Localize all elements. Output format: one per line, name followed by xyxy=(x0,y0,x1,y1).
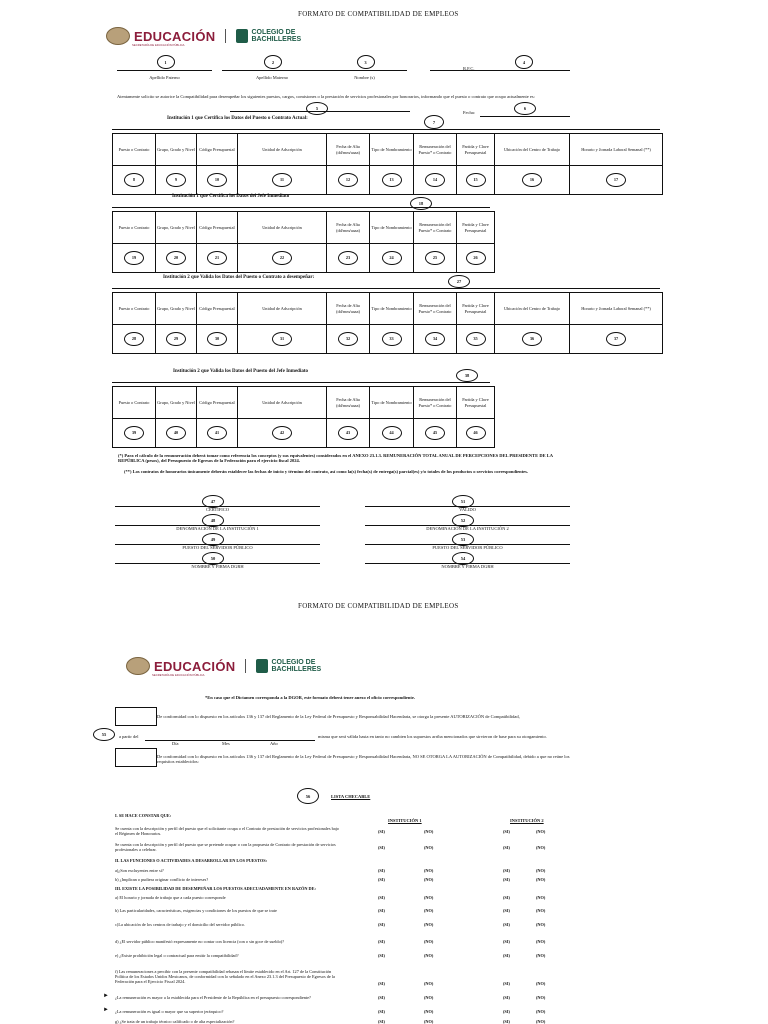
column-header: Unidad de Adscripción xyxy=(238,134,327,166)
table-cell[interactable] xyxy=(113,166,156,195)
column-header: Grupo, Grado y Nivel xyxy=(156,293,197,325)
table-cell[interactable] xyxy=(414,244,457,273)
table-cell[interactable] xyxy=(327,166,370,195)
validity-text: misma que será válida hasta en tanto no cambien los supuestos arriba mencionados que sirvieron de base para su otorgamiento. xyxy=(318,734,547,739)
column-header: Fecha de Alta (dd/mm/aaaa) xyxy=(327,212,370,244)
table-cell[interactable] xyxy=(197,244,238,273)
field-number-marker: 2 xyxy=(264,55,282,69)
yes-option[interactable]: (SI) xyxy=(378,868,385,873)
field-number-marker: 13 xyxy=(382,173,402,187)
column-header: Código Presupuestal xyxy=(197,293,238,325)
underline xyxy=(322,70,407,71)
yes-option[interactable]: (SI) xyxy=(503,829,510,834)
checklist-item: ¿La remuneración es igual o mayor que su superior jerárquico? xyxy=(115,1009,224,1014)
inst1-column-header: INSTITUCIÓN 1 xyxy=(388,818,422,823)
field-number-marker: 18 xyxy=(410,197,432,210)
field-number-marker: 49 xyxy=(202,533,224,546)
column-header: Tipo de Nombramiento xyxy=(370,387,414,419)
coat-of-arms-icon xyxy=(106,27,130,45)
table-cell[interactable] xyxy=(570,166,663,195)
header-row xyxy=(113,387,495,419)
table-cell[interactable] xyxy=(197,325,238,354)
table-cell[interactable] xyxy=(156,419,197,448)
checklist-item: ¿La remuneración es mayor a la establecida para el Presidente de la República en el presupuesto correspondiente? xyxy=(115,995,311,1000)
cb-line-1: COLEGIO DE xyxy=(271,659,316,666)
no-option[interactable]: (NO) xyxy=(536,939,546,944)
header-row xyxy=(113,212,495,244)
field-number-marker: 35 xyxy=(466,332,486,346)
no-option[interactable]: (NO) xyxy=(536,868,546,873)
underline xyxy=(222,70,322,71)
honorarios-note: (**) Los contratos de honorarios únicamente deberán establecer las fechas de inicio y término del contrato, así como la(s) fecha(s) de entrega(s) parcial(es) y/o totales de los productos o servicios correspondientes. xyxy=(124,469,529,474)
checklist-item: c)La ubicación de los centros de trabajo y el domicilio del servidor público. xyxy=(115,922,245,927)
field-number-marker: 27 xyxy=(448,275,470,288)
no-option[interactable]: (NO) xyxy=(424,868,434,873)
signature-label-right: PUESTO DEL SERVIDOR PÚBLICO xyxy=(432,545,503,550)
yes-option[interactable]: (SI) xyxy=(503,1019,510,1024)
field-number-marker: 7 xyxy=(424,115,444,129)
table-cell[interactable] xyxy=(197,419,238,448)
column-header: Tipo de Nombramiento xyxy=(370,212,414,244)
day-label: Día xyxy=(172,741,179,746)
number-row xyxy=(113,244,495,273)
table-cell[interactable] xyxy=(327,325,370,354)
field-number-marker: 45 xyxy=(425,426,445,440)
field-number-marker: 9 xyxy=(166,173,186,187)
checklist-item: g) ¿Se trata de un trabajo técnico calificado o de alta especialización? xyxy=(115,1019,235,1024)
table-cell[interactable] xyxy=(113,419,156,448)
field-number-marker: 12 xyxy=(338,173,358,187)
cb-line-1: COLEGIO DE xyxy=(251,29,296,36)
field-number-marker: 3 xyxy=(357,55,375,69)
checklist-item: f) Las remuneraciones a percibir con la presente compatibilidad rebasan el límite establecido en el Art. 127 de la Constitución Política de los Estados Unidos Mexicanos, de conformidad con lo señalado en el Anexo 23.1.3 del Presupuesto de Egresos de la Federación para el Ejercicio Fiscal 2024. xyxy=(115,969,335,985)
field-number-marker: 51 xyxy=(452,495,474,508)
column-header: Puesto o Contrato xyxy=(113,387,156,419)
no-option[interactable]: (NO) xyxy=(536,953,546,958)
column-header: Unidad de Adscripción xyxy=(238,387,327,419)
no-option[interactable]: (NO) xyxy=(536,829,546,834)
yes-option[interactable]: (SI) xyxy=(503,939,510,944)
checklist-item: a)¿Son excluyentes entre sí? xyxy=(115,868,164,873)
underline xyxy=(480,116,570,117)
logo-divider xyxy=(225,29,226,43)
start-date-label: a partir del xyxy=(119,734,139,739)
data-table xyxy=(112,133,663,195)
signature-label-left: DENOMINACIÓN DE LA INSTITUCIÓN 1 xyxy=(176,526,259,531)
table-cell[interactable] xyxy=(414,166,457,195)
deny-checkbox[interactable] xyxy=(115,748,157,767)
table-cell[interactable] xyxy=(327,419,370,448)
name-field-label: Apellido Paterno xyxy=(149,75,180,80)
cb-line-2: BACHILLERES xyxy=(271,666,322,673)
data-table xyxy=(112,292,663,354)
field-number-marker: 36 xyxy=(522,332,542,346)
page-title-2: FORMATO DE COMPATIBILIDAD DE EMPLEOS xyxy=(298,602,459,610)
yes-option[interactable]: (SI) xyxy=(378,995,385,1000)
table-cell[interactable] xyxy=(156,166,197,195)
field-number-marker: 53 xyxy=(452,533,474,546)
underline xyxy=(112,288,660,289)
checklist-item: b) ¿Implican o pudiera originar conflicto de intereses? xyxy=(115,877,209,882)
no-option[interactable]: (NO) xyxy=(536,981,546,986)
no-option[interactable]: (NO) xyxy=(536,877,546,882)
year-label: Año xyxy=(270,741,278,746)
inst2-boss-section-title: Institución 2 que Valida los Datos del Puesto del Jefe Inmediato xyxy=(173,369,309,374)
column-header: Código Presupuestal xyxy=(197,212,238,244)
yes-option[interactable]: (SI) xyxy=(378,922,385,927)
fecha-label: Fecha: xyxy=(463,110,475,115)
field-number-marker: 29 xyxy=(166,332,186,346)
field-number-marker: 42 xyxy=(272,426,292,440)
yes-option[interactable]: (SI) xyxy=(378,829,385,834)
yes-option[interactable]: (SI) xyxy=(503,908,510,913)
sep-logo-text: EDUCACIÓN xyxy=(154,658,236,674)
no-option[interactable]: (NO) xyxy=(424,829,434,834)
number-row xyxy=(113,166,663,195)
underline xyxy=(230,111,410,112)
colegio-bachilleres-logo-text xyxy=(251,29,301,43)
no-option[interactable]: (NO) xyxy=(536,1009,546,1014)
data-table xyxy=(112,211,495,273)
signature-label-right: NOMBRE Y FIRMA DGRH xyxy=(441,564,494,569)
sep-logo-subtitle: SECRETARÍA DE EDUCACIÓN PÚBLICA xyxy=(132,43,185,47)
yes-option[interactable]: (SI) xyxy=(378,908,385,913)
field-number-marker: 38 xyxy=(456,369,478,382)
no-option[interactable]: (NO) xyxy=(424,845,434,850)
column-header: Fecha de Alta (dd/mm/aaaa) xyxy=(327,293,370,325)
column-header: Partida y Clave Presupuestal xyxy=(457,134,495,166)
column-header: Ubicación del Centro de Trabajo xyxy=(495,134,570,166)
yes-option[interactable]: (SI) xyxy=(503,868,510,873)
column-header: Grupo, Grado y Nivel xyxy=(156,212,197,244)
column-header: Unidad de Adscripción xyxy=(238,293,327,325)
underline xyxy=(117,70,212,71)
column-header: Fecha de Alta (dd/mm/aaaa) xyxy=(327,387,370,419)
field-number-marker: 11 xyxy=(272,173,292,187)
remuneration-note: (*) Para el cálculo de la remuneración deberá tomar como referencia los conceptos (y sus equivalentes) considerados en el ANEXO 23.1.3. REMUNERACIÓN TOTAL ANUAL DE PERCEPCIONES DEL PRESIDENTE DE LA REPÚBLICA (pesos), del Presupuesto de Egresos de la Federación para el ejercicio fiscal 2024. xyxy=(118,453,553,464)
checklist-item: Se cuenta con la descripción y perfil del puesto que se pretende ocupar o con la propuesta de Contrato de prestación de servicios profesionales a celebrar. xyxy=(115,842,336,853)
no-option[interactable]: (NO) xyxy=(424,908,434,913)
checklist-item: a) El horario y jornada de trabajo que a cada puesto corresponde xyxy=(115,895,226,900)
rfc-label: R.F.C. xyxy=(463,66,475,71)
yes-option[interactable]: (SI) xyxy=(503,953,510,958)
name-field-label: Nombre (s) xyxy=(354,75,375,80)
bullet-arrow-icon: ► xyxy=(103,993,109,999)
underline xyxy=(112,382,490,383)
signature-label-left: PUESTO DEL SERVIDOR PÚBLICO xyxy=(182,545,253,550)
no-option[interactable]: (NO) xyxy=(536,895,546,900)
column-header: Puesto o Contrato xyxy=(113,134,156,166)
header-row xyxy=(113,134,663,166)
yes-option[interactable]: (SI) xyxy=(378,953,385,958)
checklist-section-heading: II. LAS FUNCIONES O ACTIVIDADES A DESARROLLAR EN LOS PUESTOS: xyxy=(115,858,268,863)
no-option[interactable]: (NO) xyxy=(424,895,434,900)
table-cell[interactable] xyxy=(238,244,327,273)
table-cell[interactable] xyxy=(238,419,327,448)
no-option[interactable]: (NO) xyxy=(536,845,546,850)
table-cell[interactable] xyxy=(370,166,414,195)
field-number-marker: 26 xyxy=(466,251,486,265)
table-cell[interactable] xyxy=(414,419,457,448)
field-number-marker: 32 xyxy=(338,332,358,346)
no-option[interactable]: (NO) xyxy=(536,922,546,927)
yes-option[interactable]: (SI) xyxy=(503,895,510,900)
field-number-marker: 56 xyxy=(297,788,319,804)
table-cell[interactable] xyxy=(327,244,370,273)
field-number-marker: 39 xyxy=(124,426,144,440)
column-header: Grupo, Grado y Nivel xyxy=(156,134,197,166)
logo-divider xyxy=(245,659,246,673)
no-option[interactable]: (NO) xyxy=(424,995,434,1000)
field-number-marker: 20 xyxy=(166,251,186,265)
field-number-marker: 23 xyxy=(338,251,358,265)
column-header: Grupo, Grado y Nivel xyxy=(156,387,197,419)
underline xyxy=(145,740,315,741)
checklist-item: e) ¿Existe prohibición legal o contractual para emitir la compatibilidad? xyxy=(115,953,239,958)
field-number-marker: 48 xyxy=(202,514,224,527)
underline xyxy=(430,70,570,71)
field-number-marker: 6 xyxy=(514,102,536,115)
no-option[interactable]: (NO) xyxy=(424,877,434,882)
underline xyxy=(112,207,490,208)
yes-option[interactable]: (SI) xyxy=(378,981,385,986)
authorize-text: De conformidad con lo dispuesto en los artículos 136 y 137 del Reglamento de la Ley Federal de Presupuesto y Responsabilidad Hacendaria, se otorga la presente AUTORIZACIÓN de Compatibilidad, xyxy=(157,714,520,719)
field-number-marker: 55 xyxy=(93,728,115,741)
table-cell[interactable] xyxy=(113,244,156,273)
colegio-bachilleres-icon xyxy=(256,659,268,673)
table-cell[interactable] xyxy=(113,325,156,354)
no-option[interactable]: (NO) xyxy=(424,939,434,944)
colegio-bachilleres-logo-text xyxy=(271,659,321,673)
signature-label-left: NOMBRE Y FIRMA DGRH xyxy=(191,564,244,569)
deny-text: De conformidad con lo dispuesto en los artículos 136 y 137 del Reglamento de la Ley Federal de Presupuesto y Responsabilidad Hacendaria, NO SE OTORGA LA AUTORIZACIÓN de Compatibilidad, debido a que no reúne los requisitos establecidos: xyxy=(157,754,570,765)
inst2-column-header: INSTITUCIÓN 2 xyxy=(510,818,544,823)
inst2-section-title: Institución 2 que Valida los Datos del Puesto o Contrato a desempeñar: xyxy=(163,275,315,280)
checklist-section-heading: III. EXISTE LA POSIBILIDAD DE DESEMPEÑAR LOS PUESTOS ADECUADAMENTE EN RAZÓN DE: xyxy=(115,886,316,891)
column-header: Remuneración del Puesto* o Contrato xyxy=(414,293,457,325)
field-number-marker: 50 xyxy=(202,552,224,565)
sep-logo-subtitle: SECRETARÍA DE EDUCACIÓN PÚBLICA xyxy=(152,673,205,677)
yes-option[interactable]: (SI) xyxy=(378,1019,385,1024)
no-option[interactable]: (NO) xyxy=(424,953,434,958)
field-number-marker: 22 xyxy=(272,251,292,265)
underline xyxy=(112,129,660,130)
field-number-marker: 43 xyxy=(338,426,358,440)
column-header: Partida y Clave Presupuestal xyxy=(457,212,495,244)
field-number-marker: 10 xyxy=(207,173,227,187)
field-number-marker: 16 xyxy=(522,173,542,187)
field-number-marker: 1 xyxy=(157,55,175,69)
dictamen-note: *En caso que el Dictamen corresponda a la DGOR, este formato deberá tener anexo el oficio correspondiente. xyxy=(205,695,415,700)
number-row xyxy=(113,419,495,448)
table-cell[interactable] xyxy=(495,325,570,354)
table-cell[interactable] xyxy=(370,325,414,354)
inst1-boss-section-title: Institución 1 que Certifica los Datos del Jefe Inmediato xyxy=(172,194,290,199)
yes-option[interactable]: (SI) xyxy=(378,895,385,900)
field-number-marker: 15 xyxy=(466,173,486,187)
no-option[interactable]: (NO) xyxy=(424,981,434,986)
column-header: Remuneración del Puesto* o Contrato xyxy=(414,212,457,244)
signature-label-right: DENOMINACIÓN DE LA INSTITUCIÓN 2 xyxy=(426,526,509,531)
field-number-marker: 17 xyxy=(606,173,626,187)
column-header: Unidad de Adscripción xyxy=(238,212,327,244)
table-cell[interactable] xyxy=(238,325,327,354)
column-header: Tipo de Nombramiento xyxy=(370,134,414,166)
bullet-arrow-icon: ► xyxy=(103,1007,109,1013)
field-number-marker: 21 xyxy=(207,251,227,265)
field-number-marker: 37 xyxy=(606,332,626,346)
checklist-item: Se cuenta con la descripción y perfil del puesto que el solicitante ocupa o el Contrato de prestación de servicios profesionales bajo el Régimen de Honorarios. xyxy=(115,826,339,837)
checklist-item: b) Las particularidades, características, exigencias y condiciones de los puestos de que se trate xyxy=(115,908,277,913)
table-cell[interactable] xyxy=(414,325,457,354)
field-number-marker: 34 xyxy=(425,332,445,346)
field-number-marker: 4 xyxy=(515,55,533,69)
column-header: Ubicación del Centro de Trabajo xyxy=(495,293,570,325)
cb-line-2: BACHILLERES xyxy=(251,36,302,43)
column-header: Horario y Jornada Laboral Semanal (**) xyxy=(570,293,663,325)
signature-label-right: VALIDO xyxy=(459,507,476,512)
yes-option[interactable]: (SI) xyxy=(503,1009,510,1014)
signature-label-left: CERTIFICO xyxy=(206,507,229,512)
checklist-title: LISTA CHECABLE xyxy=(331,794,371,799)
column-header: Puesto o Contrato xyxy=(113,293,156,325)
field-number-marker: 28 xyxy=(124,332,144,346)
no-option[interactable]: (NO) xyxy=(536,908,546,913)
table-cell[interactable] xyxy=(457,244,495,273)
yes-option[interactable]: (SI) xyxy=(378,1009,385,1014)
number-row xyxy=(113,325,663,354)
column-header: Remuneración del Puesto* o Contrato xyxy=(414,387,457,419)
field-number-marker: 24 xyxy=(382,251,402,265)
column-header: Código Presupuestal xyxy=(197,134,238,166)
name-field-label: Apellido Materno xyxy=(255,75,289,80)
no-option[interactable]: (NO) xyxy=(536,1019,546,1024)
field-number-marker: 41 xyxy=(207,426,227,440)
field-number-marker: 40 xyxy=(166,426,186,440)
table-cell[interactable] xyxy=(457,419,495,448)
table-cell[interactable] xyxy=(457,166,495,195)
column-header: Horario y Jornada Laboral Semanal (**) xyxy=(570,134,663,166)
no-option[interactable]: (NO) xyxy=(424,1019,434,1024)
yes-option[interactable]: (SI) xyxy=(378,939,385,944)
field-number-marker: 44 xyxy=(382,426,402,440)
table-cell[interactable] xyxy=(156,325,197,354)
table-cell[interactable] xyxy=(370,244,414,273)
page-title: FORMATO DE COMPATIBILIDAD DE EMPLEOS xyxy=(298,10,459,18)
coat-of-arms-icon xyxy=(126,657,150,675)
column-header: Código Presupuestal xyxy=(197,387,238,419)
header-row xyxy=(113,293,663,325)
field-number-marker: 25 xyxy=(425,251,445,265)
request-statement: Atentamente solicito se autorice la Compatibilidad para desempeñar los siguientes puestos, cargos, comisiones o la prestación de servicios profesionales por honorarios, informando que el puesto o contrato que ocupo actualmente es: xyxy=(117,94,535,99)
table-cell[interactable] xyxy=(570,325,663,354)
no-option[interactable]: (NO) xyxy=(424,922,434,927)
inst1-section-title: Institución 1 que Certifica los Datos del Puesto o Contrato Actual: xyxy=(167,116,308,121)
table-cell[interactable] xyxy=(457,325,495,354)
colegio-bachilleres-icon xyxy=(236,29,248,43)
field-number-marker: 14 xyxy=(425,173,445,187)
field-number-marker: 52 xyxy=(452,514,474,527)
field-number-marker: 47 xyxy=(202,495,224,508)
column-header: Tipo de Nombramiento xyxy=(370,293,414,325)
field-number-marker: 46 xyxy=(466,426,486,440)
field-number-marker: 30 xyxy=(207,332,227,346)
no-option[interactable]: (NO) xyxy=(424,1009,434,1014)
checklist-section-heading: I. SE HACE CONSTAR QUE: xyxy=(115,813,172,818)
table-cell[interactable] xyxy=(370,419,414,448)
column-header: Partida y Clave Presupuestal xyxy=(457,293,495,325)
yes-option[interactable]: (SI) xyxy=(503,845,510,850)
table-cell[interactable] xyxy=(238,166,327,195)
field-number-marker: 33 xyxy=(382,332,402,346)
yes-option[interactable]: (SI) xyxy=(503,981,510,986)
field-number-marker: 5 xyxy=(306,102,328,115)
checklist-item: d) ¿El servidor público manifestó expresamente no contar con licencia (con o sin goce de sueldo)? xyxy=(115,939,285,944)
no-option[interactable]: (NO) xyxy=(536,995,546,1000)
yes-option[interactable]: (SI) xyxy=(378,877,385,882)
table-cell[interactable] xyxy=(197,166,238,195)
yes-option[interactable]: (SI) xyxy=(503,995,510,1000)
field-number-marker: 54 xyxy=(452,552,474,565)
field-number-marker: 19 xyxy=(124,251,144,265)
yes-option[interactable]: (SI) xyxy=(503,922,510,927)
column-header: Puesto o Contrato xyxy=(113,212,156,244)
yes-option[interactable]: (SI) xyxy=(503,877,510,882)
month-label: Mes xyxy=(222,741,230,746)
column-header: Fecha de Alta (dd/mm/aaaa) xyxy=(327,134,370,166)
column-header: Partida y Clave Presupuestal xyxy=(457,387,495,419)
yes-option[interactable]: (SI) xyxy=(378,845,385,850)
table-cell[interactable] xyxy=(156,244,197,273)
column-header: Remuneración del Puesto* o Contrato xyxy=(414,134,457,166)
field-number-marker: 31 xyxy=(272,332,292,346)
field-number-marker: 8 xyxy=(124,173,144,187)
authorize-checkbox[interactable] xyxy=(115,707,157,726)
data-table xyxy=(112,386,495,448)
sep-logo-text: EDUCACIÓN xyxy=(134,28,216,44)
table-cell[interactable] xyxy=(495,166,570,195)
